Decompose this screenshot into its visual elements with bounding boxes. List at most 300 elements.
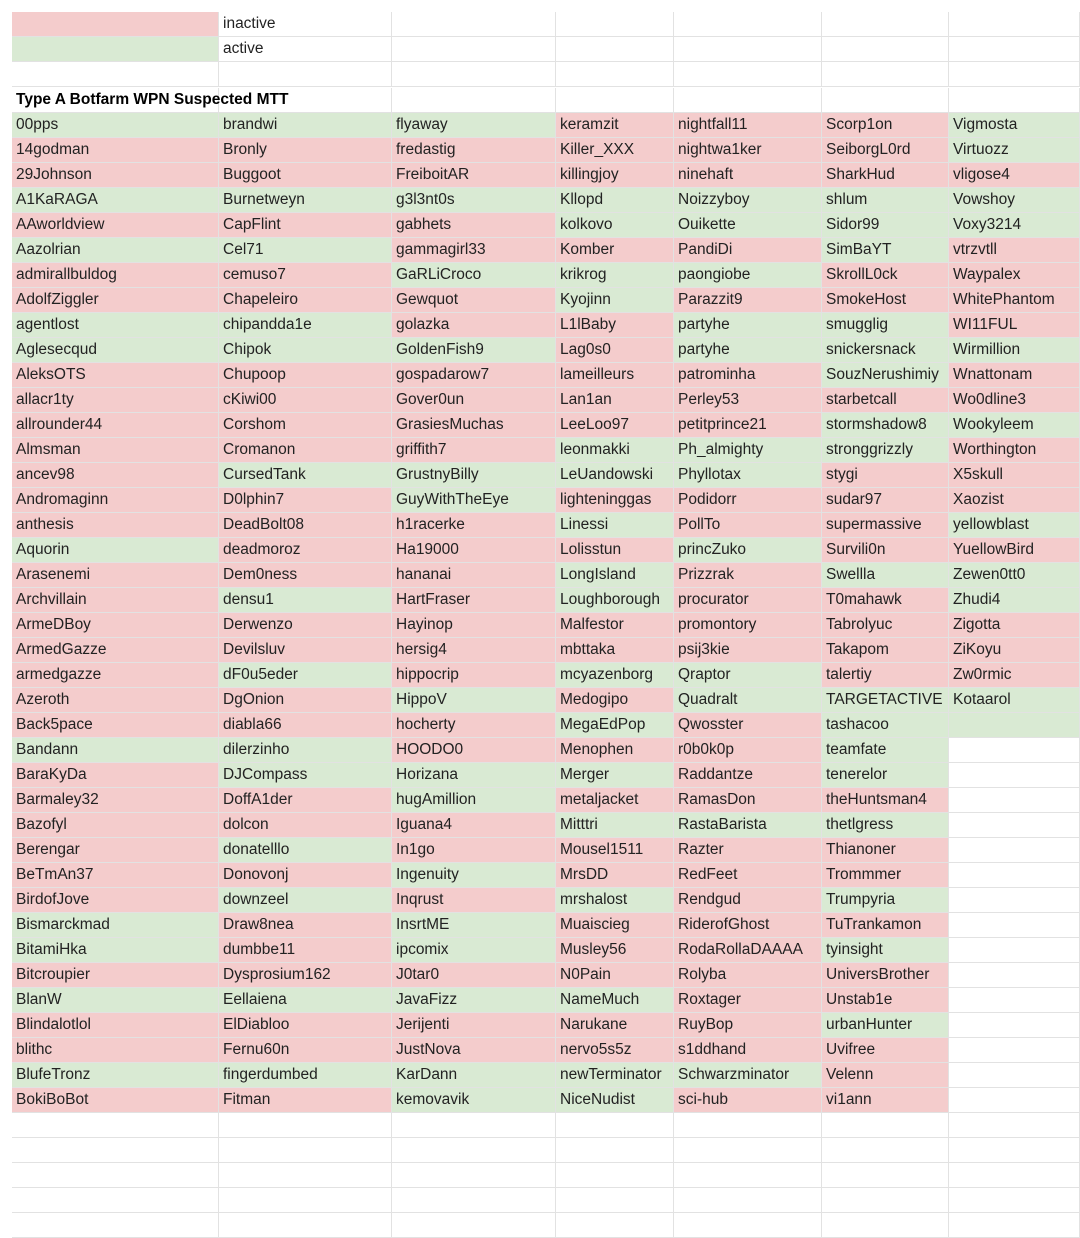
name-cell-inactive[interactable]: Lan1an [556,388,674,413]
name-cell-inactive[interactable]: WhitePhantom [949,288,1080,313]
name-cell-active[interactable]: Kyojinn [556,288,674,313]
name-cell-active[interactable]: 00pps [12,113,219,138]
name-cell-active[interactable]: Vigmosta [949,113,1080,138]
empty-cell[interactable] [219,1163,392,1188]
empty-cell[interactable] [949,738,1080,763]
name-cell-inactive[interactable]: Gover0un [392,388,556,413]
name-cell-inactive[interactable]: Fernu60n [219,1038,392,1063]
name-cell-active[interactable]: downzeel [219,888,392,913]
name-cell-inactive[interactable]: keramzit [556,113,674,138]
name-cell-inactive[interactable]: Cromanon [219,438,392,463]
name-cell-inactive[interactable]: UniversBrother [822,963,949,988]
empty-cell[interactable] [949,813,1080,838]
name-cell-active[interactable]: Schwarzminator [674,1063,822,1088]
name-cell-inactive[interactable]: Velenn [822,1063,949,1088]
empty-cell[interactable] [12,1188,219,1213]
name-cell-inactive[interactable]: Roxtager [674,988,822,1013]
name-cell-inactive[interactable]: Gewquot [392,288,556,313]
name-cell-active[interactable]: kemovavik [392,1088,556,1113]
name-cell-active[interactable]: Eellaiena [219,988,392,1013]
empty-cell[interactable] [556,1113,674,1138]
name-cell-inactive[interactable]: Buggoot [219,163,392,188]
empty-cell[interactable] [392,88,556,113]
name-cell-inactive[interactable]: admirallbuldog [12,263,219,288]
name-cell-inactive[interactable]: Parazzit9 [674,288,822,313]
name-cell-inactive[interactable]: Wo0dline3 [949,388,1080,413]
name-cell-active[interactable]: Aquorin [12,538,219,563]
name-cell-inactive[interactable]: CapFlint [219,213,392,238]
name-cell-active[interactable]: Sidor99 [822,213,949,238]
name-cell-inactive[interactable]: PollTo [674,513,822,538]
empty-cell[interactable] [949,963,1080,988]
name-cell-inactive[interactable]: TuTrankamon [822,913,949,938]
empty-cell[interactable] [949,1163,1080,1188]
empty-cell[interactable] [392,1163,556,1188]
name-cell-inactive[interactable]: D0lphin7 [219,488,392,513]
name-cell-inactive[interactable]: cKiwi00 [219,388,392,413]
name-cell-active[interactable]: mcyazenborg [556,663,674,688]
name-cell-inactive[interactable]: Raddantze [674,763,822,788]
name-cell-inactive[interactable]: deadmoroz [219,538,392,563]
name-cell-inactive[interactable]: Malfestor [556,613,674,638]
empty-cell[interactable] [949,1038,1080,1063]
name-cell-inactive[interactable]: Prizzrak [674,563,822,588]
name-cell-active[interactable]: Ingenuity [392,863,556,888]
name-cell-active[interactable]: JavaFizz [392,988,556,1013]
empty-cell[interactable] [556,1163,674,1188]
name-cell-inactive[interactable]: Worthington [949,438,1080,463]
name-cell-active[interactable]: NiceNudist [556,1088,674,1113]
name-cell-inactive[interactable]: hocherty [392,713,556,738]
name-cell-active[interactable]: Phyllotax [674,463,822,488]
empty-cell[interactable] [392,1138,556,1163]
empty-cell[interactable] [219,1113,392,1138]
empty-cell[interactable] [556,1138,674,1163]
name-cell-inactive[interactable]: Barmaley32 [12,788,219,813]
name-cell-inactive[interactable]: Corshom [219,413,392,438]
name-cell-inactive[interactable]: GrasiesMuchas [392,413,556,438]
name-cell-active[interactable]: flyaway [392,113,556,138]
name-cell-active[interactable]: chipandda1e [219,313,392,338]
name-cell-inactive[interactable]: DoffA1der [219,788,392,813]
name-cell-active[interactable]: Zhudi4 [949,588,1080,613]
name-cell-inactive[interactable]: Musley56 [556,938,674,963]
name-cell-active[interactable]: MegaEdPop [556,713,674,738]
name-cell-active[interactable]: hugAmillion [392,788,556,813]
name-cell-active[interactable]: agentlost [12,313,219,338]
name-cell-inactive[interactable]: Bazofyl [12,813,219,838]
name-cell-inactive[interactable]: Dem0ness [219,563,392,588]
name-cell-inactive[interactable]: RuyBop [674,1013,822,1038]
name-cell-active[interactable]: LeUandowski [556,463,674,488]
name-cell-active[interactable]: Horizana [392,763,556,788]
name-cell-inactive[interactable]: Xaozist [949,488,1080,513]
name-cell-inactive[interactable]: Devilsluv [219,638,392,663]
name-cell-active[interactable]: mrshalost [556,888,674,913]
name-cell-inactive[interactable]: vi1ann [822,1088,949,1113]
empty-cell[interactable] [949,888,1080,913]
name-cell-inactive[interactable]: r0b0k0p [674,738,822,763]
name-cell-inactive[interactable]: anthesis [12,513,219,538]
name-cell-inactive[interactable]: SkrollL0ck [822,263,949,288]
name-cell-inactive[interactable]: Dysprosium162 [219,963,392,988]
name-cell-inactive[interactable]: Wnattonam [949,363,1080,388]
empty-cell[interactable] [219,1188,392,1213]
name-cell-inactive[interactable]: allacr1ty [12,388,219,413]
name-cell-active[interactable]: tyinsight [822,938,949,963]
empty-cell[interactable] [674,62,822,87]
name-cell-active[interactable]: RastaBarista [674,813,822,838]
empty-cell[interactable] [674,37,822,62]
name-cell-inactive[interactable]: ZiKoyu [949,638,1080,663]
name-cell-inactive[interactable]: Perley53 [674,388,822,413]
legend-swatch-active[interactable] [12,37,219,62]
name-cell-active[interactable]: Kotaarol [949,688,1080,713]
empty-cell[interactable] [949,1213,1080,1238]
name-cell-inactive[interactable]: golazka [392,313,556,338]
empty-cell[interactable] [822,37,949,62]
name-cell-active[interactable]: Kllopd [556,188,674,213]
name-cell-inactive[interactable]: Blindalotlol [12,1013,219,1038]
name-cell-active[interactable]: Virtuozz [949,138,1080,163]
name-cell-inactive[interactable]: YuellowBird [949,538,1080,563]
name-cell-active[interactable]: dilerzinho [219,738,392,763]
name-cell-inactive[interactable]: Bitcroupier [12,963,219,988]
name-cell-inactive[interactable]: DgOnion [219,688,392,713]
empty-cell[interactable] [949,1188,1080,1213]
name-cell-active[interactable]: donatelllo [219,838,392,863]
empty-cell[interactable] [822,1113,949,1138]
name-cell-inactive[interactable]: X5skull [949,463,1080,488]
name-cell-inactive[interactable]: Waypalex [949,263,1080,288]
name-cell-inactive[interactable]: cemuso7 [219,263,392,288]
empty-cell[interactable] [392,37,556,62]
name-cell-inactive[interactable]: blithc [12,1038,219,1063]
name-cell-inactive[interactable]: vligose4 [949,163,1080,188]
name-cell-inactive[interactable]: RamasDon [674,788,822,813]
name-cell-inactive[interactable]: Chapeleiro [219,288,392,313]
name-cell-inactive[interactable]: ninehaft [674,163,822,188]
name-cell-inactive[interactable]: procurator [674,588,822,613]
name-cell-active[interactable]: BlanW [12,988,219,1013]
name-cell-inactive[interactable]: Donovonj [219,863,392,888]
name-cell-active[interactable]: Trumpyria [822,888,949,913]
name-cell-inactive[interactable]: DeadBolt08 [219,513,392,538]
name-cell-active[interactable]: DJCompass [219,763,392,788]
empty-cell[interactable] [949,37,1080,62]
name-cell-active[interactable]: KarDann [392,1063,556,1088]
name-cell-inactive[interactable]: Ha19000 [392,538,556,563]
empty-cell[interactable] [822,12,949,37]
name-cell-active[interactable]: GuyWithTheEye [392,488,556,513]
name-cell-active[interactable]: Merger [556,763,674,788]
name-cell-inactive[interactable]: dolcon [219,813,392,838]
name-cell-inactive[interactable]: Azeroth [12,688,219,713]
name-cell-inactive[interactable]: allrounder44 [12,413,219,438]
name-cell-inactive[interactable]: ancev98 [12,463,219,488]
name-cell-active[interactable]: Voxy3214 [949,213,1080,238]
name-cell-active[interactable]: Bismarckmad [12,913,219,938]
name-cell-inactive[interactable]: Archvillain [12,588,219,613]
name-cell-inactive[interactable]: hersig4 [392,638,556,663]
name-cell-active[interactable]: GrustnyBilly [392,463,556,488]
empty-cell[interactable] [12,1138,219,1163]
name-cell-inactive[interactable]: Menophen [556,738,674,763]
name-cell-active[interactable]: partyhe [674,338,822,363]
name-cell-inactive[interactable]: psij3kie [674,638,822,663]
name-cell-inactive[interactable]: mbttaka [556,638,674,663]
name-cell-active[interactable]: ipcomix [392,938,556,963]
name-cell-inactive[interactable]: sci-hub [674,1088,822,1113]
name-cell-inactive[interactable]: RodaRollaDAAAA [674,938,822,963]
empty-cell[interactable] [949,1063,1080,1088]
name-cell-active[interactable]: SimBaYT [822,238,949,263]
name-cell-inactive[interactable]: armedgazze [12,663,219,688]
empty-cell[interactable] [556,12,674,37]
name-cell-inactive[interactable]: griffith7 [392,438,556,463]
name-cell-inactive[interactable]: BaraKyDa [12,763,219,788]
name-cell-active[interactable]: GaRLiCroco [392,263,556,288]
name-cell-inactive[interactable]: Chupoop [219,363,392,388]
empty-cell[interactable] [949,938,1080,963]
name-cell-inactive[interactable]: SmokeHost [822,288,949,313]
empty-cell[interactable] [392,12,556,37]
name-cell-active[interactable]: thetlgress [822,813,949,838]
name-cell-active[interactable]: CursedTank [219,463,392,488]
empty-cell[interactable] [674,1163,822,1188]
empty-cell[interactable] [949,763,1080,788]
name-cell-inactive[interactable]: SeiborgL0rd [822,138,949,163]
name-cell-active[interactable]: teamfate [822,738,949,763]
name-cell-inactive[interactable]: Rendgud [674,888,822,913]
name-cell-inactive[interactable]: RiderofGhost [674,913,822,938]
name-cell-active[interactable]: SouzNerushimiy [822,363,949,388]
name-cell-active[interactable]: paongiobe [674,263,822,288]
legend-swatch-inactive[interactable] [12,12,219,37]
name-cell-inactive[interactable]: Jerijenti [392,1013,556,1038]
empty-cell[interactable] [12,62,219,87]
name-cell-inactive[interactable]: gospadarow7 [392,363,556,388]
name-cell-inactive[interactable]: HOODO0 [392,738,556,763]
name-cell-inactive[interactable]: s1ddhand [674,1038,822,1063]
name-cell-inactive[interactable]: Narukane [556,1013,674,1038]
name-cell-inactive[interactable]: Unstab1e [822,988,949,1013]
empty-cell[interactable] [219,1138,392,1163]
name-cell-inactive[interactable]: Survili0n [822,538,949,563]
name-cell-inactive[interactable]: Scorp1on [822,113,949,138]
name-cell-inactive[interactable]: BeTmAn37 [12,863,219,888]
name-cell-active[interactable]: TARGETACTIVE [822,688,949,713]
empty-cell[interactable] [219,1213,392,1238]
name-cell-inactive[interactable]: hananai [392,563,556,588]
empty-cell[interactable] [674,1213,822,1238]
name-cell-inactive[interactable]: RedFeet [674,863,822,888]
name-cell-inactive[interactable]: Hayinop [392,613,556,638]
name-cell-active[interactable]: kolkovo [556,213,674,238]
name-cell-active[interactable]: Aazolrian [12,238,219,263]
name-cell-inactive[interactable]: Mousel1511 [556,838,674,863]
name-cell-inactive[interactable]: BokiBoBot [12,1088,219,1113]
name-cell-inactive[interactable]: AAworldview [12,213,219,238]
name-cell-active[interactable]: Mitttri [556,813,674,838]
name-cell-inactive[interactable]: vtrzvtll [949,238,1080,263]
empty-cell[interactable] [949,62,1080,87]
empty-cell[interactable] [949,863,1080,888]
name-cell-active[interactable]: krikrog [556,263,674,288]
name-cell-active[interactable]: tenerelor [822,763,949,788]
name-cell-active[interactable]: BlufeTronz [12,1063,219,1088]
name-cell-active[interactable]: Linessi [556,513,674,538]
name-cell-inactive[interactable]: Muaiscieg [556,913,674,938]
name-cell-inactive[interactable]: In1go [392,838,556,863]
empty-cell[interactable] [674,12,822,37]
name-cell-active[interactable]: tashacoo [822,713,949,738]
empty-cell[interactable] [392,62,556,87]
name-cell-active[interactable]: g3l3nt0s [392,188,556,213]
name-cell-active[interactable]: Qraptor [674,663,822,688]
name-cell-active[interactable]: Ouikette [674,213,822,238]
name-cell-inactive[interactable]: gammagirl33 [392,238,556,263]
empty-cell[interactable] [949,838,1080,863]
name-cell-active[interactable]: GoldenFish9 [392,338,556,363]
name-cell-inactive[interactable]: Andromaginn [12,488,219,513]
name-cell-active[interactable]: partyhe [674,313,822,338]
name-cell-active[interactable]: stormshadow8 [822,413,949,438]
name-cell-inactive[interactable]: stygi [822,463,949,488]
empty-cell[interactable] [949,88,1080,113]
name-cell-active[interactable]: smugglig [822,313,949,338]
name-cell-inactive[interactable]: Uvifree [822,1038,949,1063]
name-cell-inactive[interactable]: lighteninggas [556,488,674,513]
empty-cell[interactable] [392,1113,556,1138]
empty-cell[interactable] [12,1163,219,1188]
name-cell-active[interactable]: BitamiHka [12,938,219,963]
empty-cell[interactable] [674,1113,822,1138]
name-cell-inactive[interactable]: LeeLoo97 [556,413,674,438]
name-cell-inactive[interactable]: J0tar0 [392,963,556,988]
name-cell-inactive[interactable]: SharkHud [822,163,949,188]
name-cell-active[interactable]: dF0u5eder [219,663,392,688]
name-cell-inactive[interactable]: Qwosster [674,713,822,738]
name-cell-inactive[interactable]: Takapom [822,638,949,663]
name-cell-inactive[interactable]: Zigotta [949,613,1080,638]
name-cell-inactive[interactable]: ArmedGazze [12,638,219,663]
name-cell-active[interactable]: HippoV [392,688,556,713]
empty-cell[interactable] [822,1163,949,1188]
name-cell-active[interactable]: stronggrizzly [822,438,949,463]
name-cell-inactive[interactable]: Fitman [219,1088,392,1113]
name-cell-inactive[interactable]: lameilleurs [556,363,674,388]
name-cell-active[interactable]: Quadralt [674,688,822,713]
name-cell-inactive[interactable]: Draw8nea [219,913,392,938]
empty-cell[interactable] [949,913,1080,938]
name-cell-inactive[interactable]: Almsman [12,438,219,463]
name-cell-active[interactable]: yellowblast [949,513,1080,538]
name-cell-active[interactable]: NameMuch [556,988,674,1013]
name-cell-active[interactable]: leonmakki [556,438,674,463]
name-cell-active[interactable] [949,713,1080,738]
name-cell-inactive[interactable]: fredastig [392,138,556,163]
empty-cell[interactable] [822,62,949,87]
name-cell-inactive[interactable]: Rolyba [674,963,822,988]
name-cell-inactive[interactable]: 14godman [12,138,219,163]
name-cell-inactive[interactable]: metaljacket [556,788,674,813]
name-cell-active[interactable]: Burnetweyn [219,188,392,213]
name-cell-active[interactable]: Aglesecqud [12,338,219,363]
name-cell-inactive[interactable]: 29Johnson [12,163,219,188]
name-cell-inactive[interactable]: theHuntsman4 [822,788,949,813]
name-cell-active[interactable]: brandwi [219,113,392,138]
name-cell-active[interactable]: shlum [822,188,949,213]
empty-cell[interactable] [674,88,822,113]
name-cell-active[interactable]: fingerdumbed [219,1063,392,1088]
name-cell-inactive[interactable]: Bronly [219,138,392,163]
name-cell-active[interactable]: InsrtME [392,913,556,938]
name-cell-inactive[interactable]: Tabrolyuc [822,613,949,638]
name-cell-active[interactable]: Bandann [12,738,219,763]
name-cell-inactive[interactable]: Berengar [12,838,219,863]
name-cell-inactive[interactable]: starbetcall [822,388,949,413]
empty-cell[interactable] [822,1188,949,1213]
name-cell-active[interactable]: Ph_almighty [674,438,822,463]
empty-cell[interactable] [822,88,949,113]
name-cell-inactive[interactable]: Thianoner [822,838,949,863]
name-cell-active[interactable]: A1KaRAGA [12,188,219,213]
legend-label-active[interactable]: active [219,37,392,62]
name-cell-inactive[interactable]: AdolfZiggler [12,288,219,313]
empty-cell[interactable] [556,37,674,62]
name-cell-active[interactable]: Wirmillion [949,338,1080,363]
name-cell-inactive[interactable]: Lolisstun [556,538,674,563]
empty-cell[interactable] [556,88,674,113]
name-cell-inactive[interactable]: ElDiabloo [219,1013,392,1038]
name-cell-inactive[interactable]: talertiy [822,663,949,688]
name-cell-inactive[interactable]: N0Pain [556,963,674,988]
empty-cell[interactable] [949,988,1080,1013]
name-cell-active[interactable]: Loughborough [556,588,674,613]
empty-cell[interactable] [949,12,1080,37]
name-cell-inactive[interactable]: dumbbe11 [219,938,392,963]
name-cell-inactive[interactable]: MrsDD [556,863,674,888]
name-cell-active[interactable]: Zewen0tt0 [949,563,1080,588]
name-cell-inactive[interactable]: L1lBaby [556,313,674,338]
name-cell-inactive[interactable]: Back5pace [12,713,219,738]
name-cell-active[interactable]: LongIsland [556,563,674,588]
name-cell-inactive[interactable]: Trommmer [822,863,949,888]
name-cell-inactive[interactable]: Arasenemi [12,563,219,588]
empty-cell[interactable] [674,1188,822,1213]
empty-cell[interactable] [822,1138,949,1163]
name-cell-inactive[interactable]: Medogipo [556,688,674,713]
name-cell-active[interactable]: urbanHunter [822,1013,949,1038]
name-cell-inactive[interactable]: Komber [556,238,674,263]
empty-cell[interactable] [392,1213,556,1238]
name-cell-active[interactable]: newTerminator [556,1063,674,1088]
name-cell-inactive[interactable]: AleksOTS [12,363,219,388]
name-cell-inactive[interactable]: h1racerke [392,513,556,538]
empty-cell[interactable] [12,1113,219,1138]
name-cell-active[interactable]: Noizzyboy [674,188,822,213]
empty-cell[interactable] [392,1188,556,1213]
name-cell-inactive[interactable]: JustNova [392,1038,556,1063]
name-cell-inactive[interactable]: Killer_XXX [556,138,674,163]
name-cell-inactive[interactable]: WI11FUL [949,313,1080,338]
name-cell-active[interactable]: snickersnack [822,338,949,363]
empty-cell[interactable] [219,62,392,87]
name-cell-inactive[interactable]: Lag0s0 [556,338,674,363]
name-cell-inactive[interactable]: Razter [674,838,822,863]
empty-cell[interactable] [949,1138,1080,1163]
